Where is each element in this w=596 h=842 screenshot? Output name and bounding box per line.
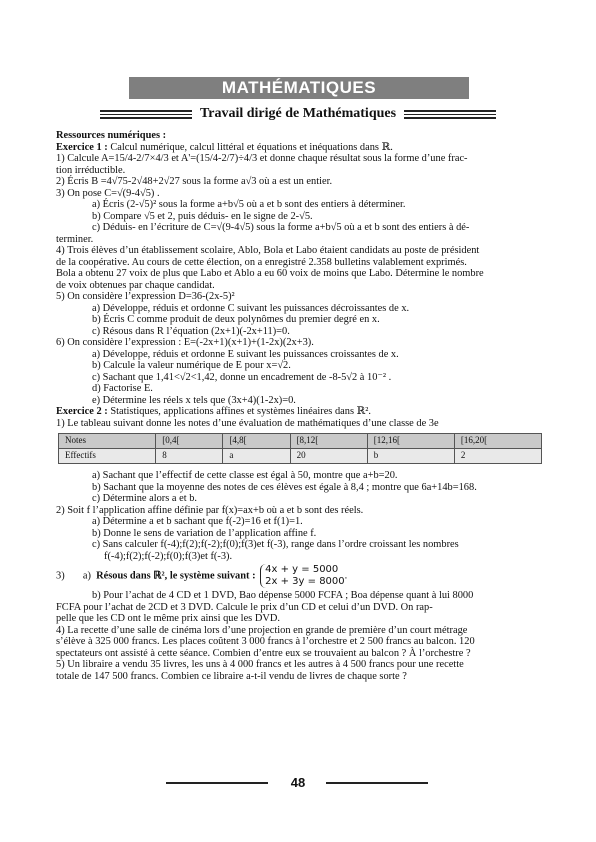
table-cell: Effectifs xyxy=(59,449,156,464)
table-row xyxy=(59,449,542,464)
text-line: 5) On considère l’expression D=36-(2x-5)² xyxy=(56,291,235,302)
table-cell: 2 xyxy=(454,449,541,464)
text-line: tion irréductible. xyxy=(56,164,126,176)
text-line: b) Sachant que la moyenne des notes de ces élèves est égale à 8,4 ; montre que 6a+14b=168. xyxy=(92,481,477,493)
text-line: b) Calcule la valeur numérique de E pour x=√2. xyxy=(92,360,291,371)
text-line: terminer. xyxy=(56,233,94,245)
text-line: a) Développe, réduis et ordonne E suivant les puissances croissantes de x. xyxy=(92,348,399,360)
table-cell: 8 xyxy=(156,449,223,464)
text-line: c) Résous dans R l’équation (2x+1)(-2x+11)=0. xyxy=(92,325,290,337)
text-line: de la coopérative. Au cours de cette élection, on a enregistré 2.358 bulletins valablement exprimés. xyxy=(56,256,467,268)
text-line: 4) Trois élèves d’un établissement scolaire, Ablo, Bola et Labo étaient candidats au poste de président xyxy=(56,245,480,256)
text-line: b) Pour l’achat de 4 CD et 1 DVD, Bao dépense 5000 FCFA ; Boa dépense quant à lui 8000 xyxy=(92,590,474,601)
footer-rule-left xyxy=(166,782,268,784)
text-line: c) Sachant que 1,41<√2<1,42, donne un encadrement de -8-5√2 à 10⁻² . xyxy=(92,371,392,383)
text-line: pelle que les CD ont le même prix ainsi que les DVD. xyxy=(56,613,280,624)
page-number: 48 xyxy=(290,775,306,790)
text-line: a) Développe, réduis et ordonne C suivant les puissances décroissantes de x. xyxy=(92,302,410,314)
system-prompt: Résous dans ℝ², le système suivant : xyxy=(96,570,256,582)
table-cell: a xyxy=(223,449,290,464)
text-line: e) Détermine les réels x tels que (3x+4)(1-2x)=0. xyxy=(92,394,296,406)
text-line: a) Détermine a et b sachant que f(-2)=16 et f(1)=1. xyxy=(92,516,303,527)
text-line: c) Sans calculer f(-4);f(2);f(-2);f(0);f(3)et f(-3), range dans l’ordre croissant les nombres xyxy=(92,539,459,550)
question-3-line: 3) a) Résous dans ℝ², le système suivant : 4x + y = 5000 2x + 3y = 8000 . xyxy=(56,564,348,587)
text-line: d) Factorise E. xyxy=(92,383,153,394)
text-line: 1) Calcule A=15/4-2/7×4/3 et A'=(15/4-2/7)÷4/3 et donne chaque résultat sous la forme d’une frac- xyxy=(56,153,468,164)
text-line: 1) Le tableau suivant donne les notes d’une évaluation de mathématiques d’une classe de 3e xyxy=(56,417,439,429)
text-line: de voix obtenues par chaque candidat. xyxy=(56,279,215,291)
text-line: b) Écris C comme produit de deux polynômes du premier degré en x. xyxy=(92,314,380,325)
title-row xyxy=(60,104,536,126)
footer-rule-right xyxy=(326,782,428,784)
text-line: b) Donne le sens de variation de l’application affine f. xyxy=(92,527,317,539)
text-line: 6) On considère l’expression : E=(-2x+1)(x+1)+(1-2x)(2x+3). xyxy=(56,337,314,348)
exercise-1-heading: Exercice 1 : Calcul numérique, calcul littéral et équations et inéquations dans ℝ. xyxy=(56,141,393,153)
resources-label: Ressources numériques : xyxy=(56,130,167,141)
text-line: s’élève à 325 000 francs. Les places coûtent 3 000 francs à l’orchestre et 2 500 francs au balcon. 120 xyxy=(56,636,475,647)
text-line: FCFA pour l’achat de 2CD et 3 DVD. Calcule le prix d’un CD et celui d’un DVD. On rap- xyxy=(56,601,433,613)
text-line: totale de 147 500 francs. Combien ce libraire a-t-il vendu de livres de chaque sorte ? xyxy=(56,670,407,682)
text-line: c) Déduis- en l’écriture de C=√(9-4√5) sous la forme a+b√5 où a et b sont des entiers à dé- xyxy=(92,222,470,233)
text-line: 4) La recette d’une salle de cinéma lors d’une projection en grande de première d’un court métrage xyxy=(56,624,468,636)
equation-system xyxy=(260,564,344,588)
table-cell: [16,20[ xyxy=(454,434,541,449)
text-line: a) Sachant que l’effectif de cette classe est égal à 50, montre que a+b=20. xyxy=(92,470,398,481)
text-line: 2) Soit f l’application affine définie par f(x)=ax+b où a et b sont des réels. xyxy=(56,504,364,516)
table-cell: 20 xyxy=(290,449,367,464)
table-cell: Notes xyxy=(59,434,156,449)
equation-1: 4x + y = 5000 xyxy=(265,564,339,575)
text-line: a) Écris (2-√5)² sous la forme a+b√5 où a et b sont des entiers à déterminer. xyxy=(92,199,406,210)
table-cell: b xyxy=(367,449,454,464)
text-line: b) Compare √5 et 2, puis déduis- en le signe de 2-√5. xyxy=(92,210,313,222)
exercise-2-heading: Exercice 2 : Statistiques, applications affines et systèmes linéaires dans ℝ². xyxy=(56,406,371,417)
text-line: Bola a obtenu 27 voix de plus que Labo et Ablo a eu 60 voix de moins que Labo. Détermine le nombre xyxy=(56,268,484,279)
text-line: 3) On pose C=√(9-4√5) . xyxy=(56,187,160,199)
subject-banner: MATHÉMATIQUES xyxy=(129,77,469,99)
text-line: f(-4);f(2);f(-2);f(0);f(3)et f(-3). xyxy=(104,550,233,562)
title-decoration-right xyxy=(404,110,496,120)
text-line: 5) Un libraire a vendu 35 livres, les uns à 4 000 francs et les autres à 4 500 francs pour une recette xyxy=(56,659,464,670)
table-cell: [12,16[ xyxy=(367,434,454,449)
table-cell: [4,8[ xyxy=(223,434,290,449)
table-header-row xyxy=(59,434,542,449)
page-footer xyxy=(0,774,596,792)
text-line: 2) Écris B =4√75-2√48+2√27 sous la forme a√3 où a est un entier. xyxy=(56,176,333,187)
table-cell: [8,12[ xyxy=(290,434,367,449)
table-cell: [0,4[ xyxy=(156,434,223,449)
document-body xyxy=(56,130,542,682)
equation-2: 2x + 3y = 8000 xyxy=(265,576,345,587)
page-title: Travail dirigé de Mathématiques xyxy=(199,106,397,121)
text-line: c) Détermine alors a et b. xyxy=(92,493,198,504)
grades-table xyxy=(58,433,542,464)
text-line: spectateurs ont assisté à cette séance. Combien d’entre eux se trouvaient au balcon ? À l’orchestre ? xyxy=(56,647,471,659)
